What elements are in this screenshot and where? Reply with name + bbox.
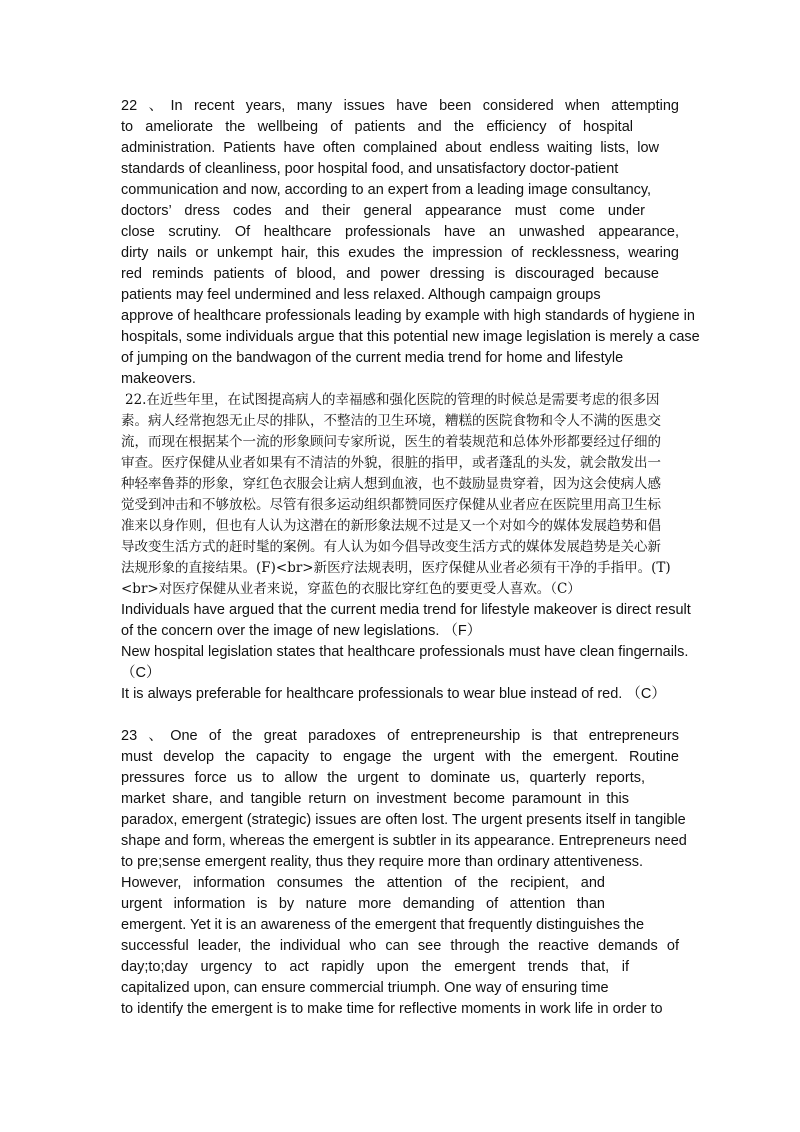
- statement-line: Individuals have argued that the current media trend for lifestyle makeover is direct result: [121, 602, 691, 618]
- q23-line: paradox, emergent (strategic) issues are often lost. The urgent presents itself in tangible: [121, 812, 686, 828]
- q22-line: to ameliorate the wellbeing of patients and the efficiency of hospital: [121, 119, 633, 135]
- q22-line: close scrutiny. Of healthcare professionals have an unwashed appearance,: [121, 224, 679, 240]
- q23-line: to identify the emergent is to make time for reflective moments in work life in order to: [121, 1001, 663, 1017]
- q23-line: shape and form, whereas the emergent is subtler in its appearance. Entrepreneurs need: [121, 833, 687, 849]
- q22-passage: [121, 96, 700, 390]
- translation-line: 流，而现在根据某个一流的形象顾问专家所说，医生的着装规范和总体外形都要经过仔细的: [121, 434, 661, 450]
- q22-line: of jumping on the bandwagon of the current media trend for home and lifestyle: [121, 350, 624, 366]
- q22-statements: [121, 600, 691, 705]
- q23-line: pressures force us to allow the urgent to dominate us, quarterly reports,: [121, 770, 645, 786]
- translation-line: 导改变生活方式的赶时髦的案例。有人认为如今倡导改变生活方式的媒体发展趋势是关心新: [121, 539, 661, 555]
- q22-line: standards of cleanliness, poor hospital food, and unsatisfactory doctor-patient: [121, 161, 619, 177]
- q22-line: communication and now, according to an expert from a leading image consultancy,: [121, 182, 652, 198]
- statement-line: （C）: [121, 665, 161, 681]
- translation-line: 法规形象的直接结果。(F)<br>新医疗法规表明，医疗保健从业者必须有干净的手指甲。(T): [121, 560, 671, 576]
- q23-line: to pre;sense emergent reality, thus they require more than ordinary attentiveness.: [121, 854, 644, 870]
- q22-line: dirty nails or unkempt hair, this exudes the impression of recklessness, wearing: [121, 245, 679, 261]
- translation-line: 准来以身作则，但也有人认为这潜在的新形象法规不过是又一个对如今的媒体发展趋势和倡: [121, 518, 661, 534]
- q22-line: hospitals, some individuals argue that this potential new image legislation is merely a case: [121, 329, 700, 345]
- statement-line: of the concern over the image of new legislations. （F）: [121, 623, 482, 639]
- translation-line: 觉受到冲击和不够放松。尽管有很多运动组织都赞同医疗保健从业者应在医院里用高卫生标: [121, 497, 661, 513]
- q23-line: However, information consumes the attention of the recipient, and: [121, 875, 605, 891]
- q22-line: administration. Patients have often complained about endless waiting lists, low: [121, 140, 659, 156]
- q23-line: day;to;day urgency to act rapidly upon the emergent trends that, if: [121, 959, 629, 975]
- translation-line: 素。病人经常抱怨无止尽的排队，不整洁的卫生环境，糟糕的医院食物和令人不满的医患交: [121, 413, 661, 429]
- q22-line: doctors’ dress codes and their general appearance must come under: [121, 203, 645, 219]
- q23-line: urgent information is by nature more demanding of attention than: [121, 896, 605, 912]
- translation-line: 种轻率鲁莽的形象，穿红色衣服会让病人想到血液，也不鼓励显贵穿着，因为这会使病人感: [121, 476, 661, 492]
- q22-line: approve of healthcare professionals leading by example with high standards of hygiene in: [121, 308, 695, 324]
- q22-line: 22 、In recent years, many issues have been considered when attempting: [121, 98, 679, 114]
- statement-line: It is always preferable for healthcare professionals to wear blue instead of red. （C）: [121, 686, 666, 702]
- translation-line: 22.在近些年里，在试图提高病人的幸福感和强化医院的管理的时候总是需要考虑的很多因: [125, 392, 660, 408]
- q22-line: patients may feel undermined and less relaxed. Although campaign groups: [121, 287, 601, 303]
- q23-line: 23 、One of the great paradoxes of entrepreneurship is that entrepreneurs: [121, 728, 679, 744]
- translation-line: <br>对医疗保健从业者来说，穿蓝色的衣服比穿红色的要更受人喜欢。（C）: [121, 581, 581, 597]
- q22-translation: [121, 390, 679, 600]
- q23-line: emergent. Yet it is an awareness of the emergent that frequently distinguishes the: [121, 917, 645, 933]
- q23-line: must develop the capacity to engage the urgent with the emergent. Routine: [121, 749, 679, 765]
- q23-line: market share, and tangible return on investment become paramount in this: [121, 791, 629, 807]
- translation-line: 审查。医疗保健从业者如果有不清洁的外貌，很脏的指甲，或者蓬乱的头发，就会散发出一: [121, 455, 661, 471]
- q23-passage: [121, 726, 687, 1020]
- q23-line: successful leader, the individual who can see through the reactive demands of: [121, 938, 679, 954]
- q23-line: capitalized upon, can ensure commercial triumph. One way of ensuring time: [121, 980, 609, 996]
- statement-line: New hospital legislation states that healthcare professionals must have clean fingernails.: [121, 644, 689, 660]
- q22-line: makeovers.: [121, 371, 196, 387]
- q22-line: red reminds patients of blood, and power dressing is discouraged because: [121, 266, 659, 282]
